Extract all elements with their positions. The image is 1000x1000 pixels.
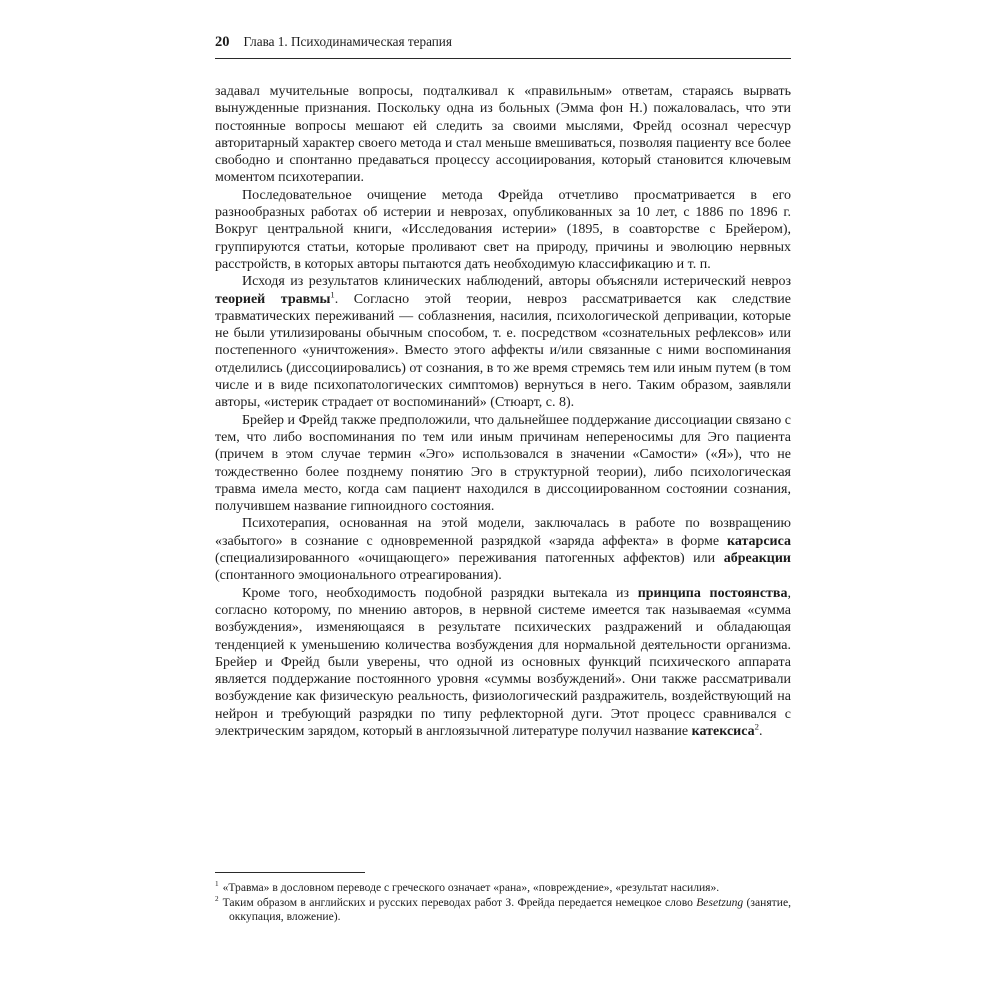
footnote-area bbox=[215, 872, 791, 925]
text-run: (специализированного «очищающего» переживания патогенных аффектов) или bbox=[215, 551, 724, 567]
text-run: Исходя из результатов клинических наблюдений, авторы объясняли истерический невроз bbox=[242, 274, 791, 290]
chapter-title: Глава 1. Психодинамическая терапия bbox=[243, 34, 452, 49]
text-run: Последовательное очищение метода Фрейда отчетливо просматривается в его разнообразных работах об истерии и неврозах, опубликованных за 10 лет, с 1886 по 1896 г. Вокруг центральной книги, «Исследования истерии» (1895, в соавторстве с Брейером), группируются статьи, которые проливают свет на природу, причины и эволюцию нервных расстройств, в которых авторы пытаются дать необходимую классификацию и т. п. bbox=[215, 187, 791, 272]
page-body bbox=[215, 83, 791, 873]
text-run: «Травма» в дословном переводе с греческого означает «рана», «повреждение», «результат насилия». bbox=[222, 881, 720, 894]
footnote-ref: 2 bbox=[754, 721, 759, 732]
text-run: . Согласно этой теории, невроз рассматривается как следствие травматических переживаний — соблазнения, насилия, психологической депривации, которые не были утилизированы обычным способом, т. е. посредством «сознательных рефлексов» или постепенного «уничтожения». Вместо этого аффекты и/или связанные с ними воспоминания отделились (диссоциировались) от сознания, в то же время стремясь тем или иным путем (в том числе и в виде психопатологических симптомов) вернуться в него. Таким образом, заявляли авторы, «истерик страдает от воспоминаний» (Стюарт, с. 8). bbox=[215, 291, 791, 411]
text-run: (спонтанного эмоционального отреагирования). bbox=[215, 568, 502, 584]
footnote-marker: 1 bbox=[215, 880, 219, 889]
text-run: (занятие, оккупация, вложение). bbox=[229, 895, 791, 924]
text-run: абреакции bbox=[723, 551, 791, 567]
text-run: Психотерапия, основанная на этой модели, заключалась в работе по возвращению «забытого» в сознание с одновременной разрядкой «заряда аффекта» в форме bbox=[215, 516, 791, 549]
paragraph bbox=[215, 273, 791, 411]
paragraph bbox=[215, 187, 791, 273]
text-run: катексиса bbox=[691, 723, 755, 739]
text-run: . bbox=[758, 723, 763, 739]
footnote-ref: 1 bbox=[330, 288, 335, 299]
text-run: теорией травмы bbox=[215, 291, 331, 307]
footnote bbox=[215, 881, 791, 896]
paragraph bbox=[215, 515, 791, 584]
footnote-marker: 2 bbox=[215, 894, 219, 903]
text-column bbox=[215, 34, 791, 873]
footnotes bbox=[215, 881, 791, 925]
page-number: 20 bbox=[215, 34, 230, 50]
text-run: принципа постоянства bbox=[637, 585, 788, 601]
text-run: катарсиса bbox=[727, 533, 791, 549]
footnote bbox=[215, 896, 791, 925]
text-run: , согласно которому, по мнению авторов, в нервной системе имеется так называемая «сумма возбуждения», изменяющаяся в результате психических раздражений и обладающая тенденцией к уменьшению количества возбуждения для нормальной деятельности организма. Брейер и Фрейд были уверены, что одной из основных функций психического аппарата является поддержание постоянного уровня «суммы возбуждений». Они также рассматривали возбуждение как физическую реальность, физиологический раздражитель, воздействующий на нейрон и требующий разрядки по типу рефлекторной дуги. Этот процесс сравнивался с электрическим зарядом, который в англоязычной литературе получил название bbox=[215, 585, 791, 739]
paragraph bbox=[215, 412, 791, 516]
text-run: Кроме того, необходимость подобной разрядки вытекала из bbox=[242, 585, 638, 601]
text-run: Брейер и Фрейд также предположили, что дальнейшее поддержание диссоциации связано с тем, что либо воспоминания по тем или иным причинам непереносимы для Эго пациента (причем в этом случае термин «Эго» использовался в значении «Самости» («Я»), что не тождественно более позднему понятию Эго в структурной теории), либо психологическая травма имела место, когда сам пациент находился в диссоциированном состоянии сознания, получившем название гипноидного состояния. bbox=[215, 412, 791, 515]
paragraph bbox=[215, 83, 791, 187]
text-run: задавал мучительные вопросы, подталкивал к «правильным» ответам, стараясь вырвать вынужденные признания. Поскольку одна из больных (Эмма фон Н.) пожаловалась, что эти постоянные вопросы мешают ей следить за своими мыслями, Фрейд осознал чересчур авторитарный характер своего метода и стал меньше вмешиваться, позволяя пациенту все более свободно и спонтанно предаваться процессу ассоциирования, который становится ключевым моментом психотерапии. bbox=[215, 84, 791, 186]
text-run: Besetzung bbox=[696, 895, 744, 909]
text-run: Таким образом в английских и русских переводах работ З. Фрейда передается немецкое слово bbox=[222, 895, 697, 909]
footnote-separator bbox=[215, 872, 365, 873]
page-header bbox=[215, 34, 791, 59]
paragraph bbox=[215, 585, 791, 741]
